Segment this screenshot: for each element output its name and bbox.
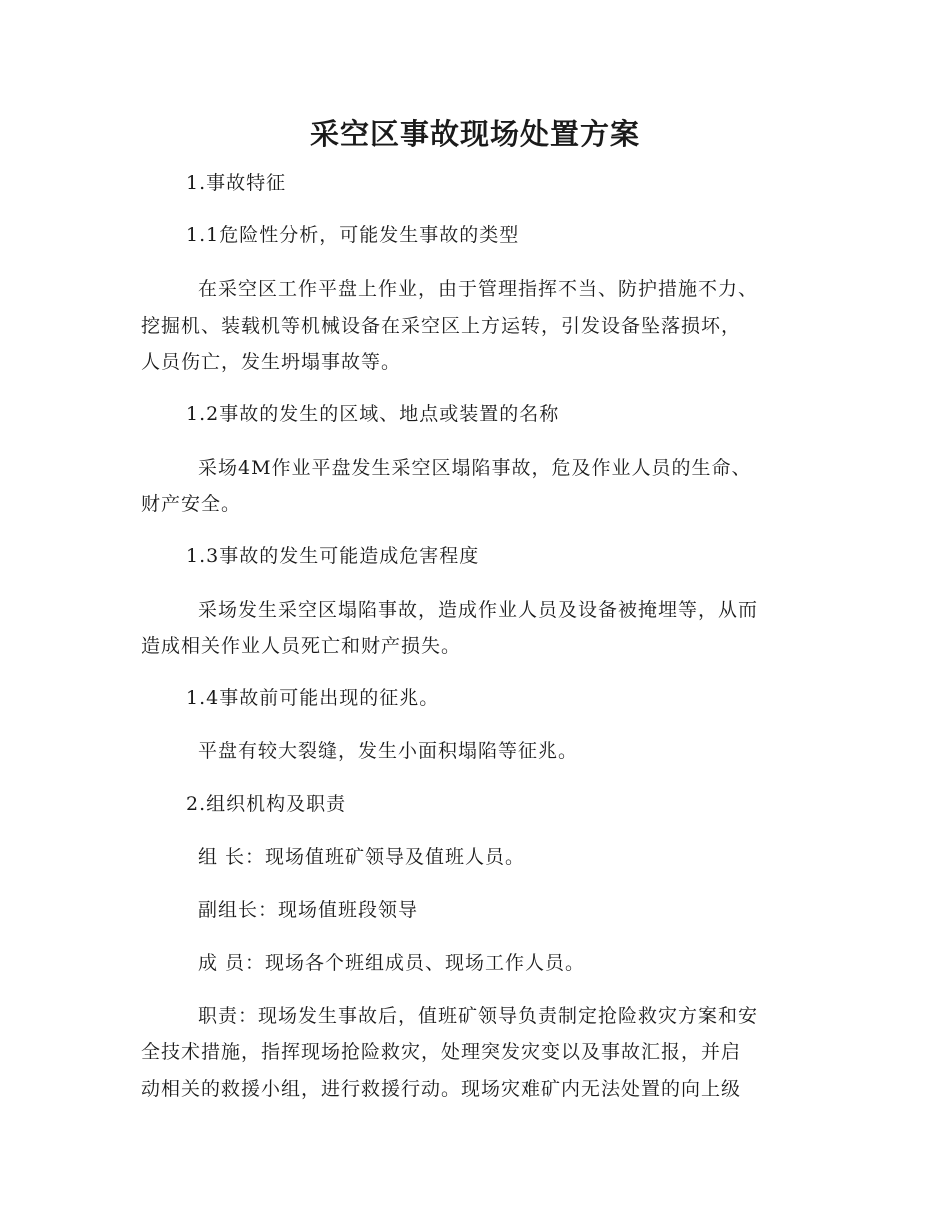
paragraph-line: 财产安全。: [141, 493, 242, 515]
subsection-heading: 1.3事故的发生可能造成危害程度: [186, 545, 480, 567]
section-heading: 1.事故特征: [186, 172, 287, 194]
paragraph-line: 动相关的救援小组，进行救援行动。现场灾难矿内无法处置的向上级: [141, 1078, 742, 1100]
paragraph-line: 造成相关作业人员死亡和财产损失。: [141, 635, 462, 657]
paragraph-line: 全技术措施，指挥现场抢险救灾，处理突发灾变以及事故汇报，并启: [141, 1041, 742, 1063]
paragraph-line: 采场发生采空区塌陷事故，造成作业人员及设备被掩埋等，从而: [198, 599, 759, 621]
paragraph-line: 平盘有较大裂缝，发生小面积塌陷等征兆。: [198, 740, 579, 762]
subsection-heading: 1.2事故的发生的区域、地点或装置的名称: [186, 403, 560, 425]
paragraph-line: 成 员：现场各个班组成员、现场工作人员。: [198, 952, 586, 974]
subsection-heading: 1.4事故前可能出现的征兆。: [186, 687, 440, 709]
paragraph-line: 挖掘机、装载机等机械设备在采空区上方运转，引发设备坠落损坏，: [141, 315, 742, 337]
paragraph-line: 采场4M作业平盘发生采空区塌陷事故，危及作业人员的生命、: [198, 457, 752, 479]
paragraph-line: 职责：现场发生事故后，值班矿领导负责制定抢险救灾方案和安: [198, 1005, 759, 1027]
section-heading: 2.组织机构及职责: [186, 793, 347, 815]
paragraph-line: 副组长：现场值班段领导: [198, 899, 419, 921]
paragraph-line: 人员伤亡，发生坍塌事故等。: [141, 351, 402, 373]
document-title: 采空区事故现场处置方案: [309, 117, 640, 151]
paragraph-line: 在采空区工作平盘上作业，由于管理指挥不当、防护措施不力、: [198, 278, 759, 300]
subsection-heading: 1.1危险性分析，可能发生事故的类型: [186, 224, 520, 246]
paragraph-line: 组 长：现场值班矿领导及值班人员。: [198, 846, 526, 868]
